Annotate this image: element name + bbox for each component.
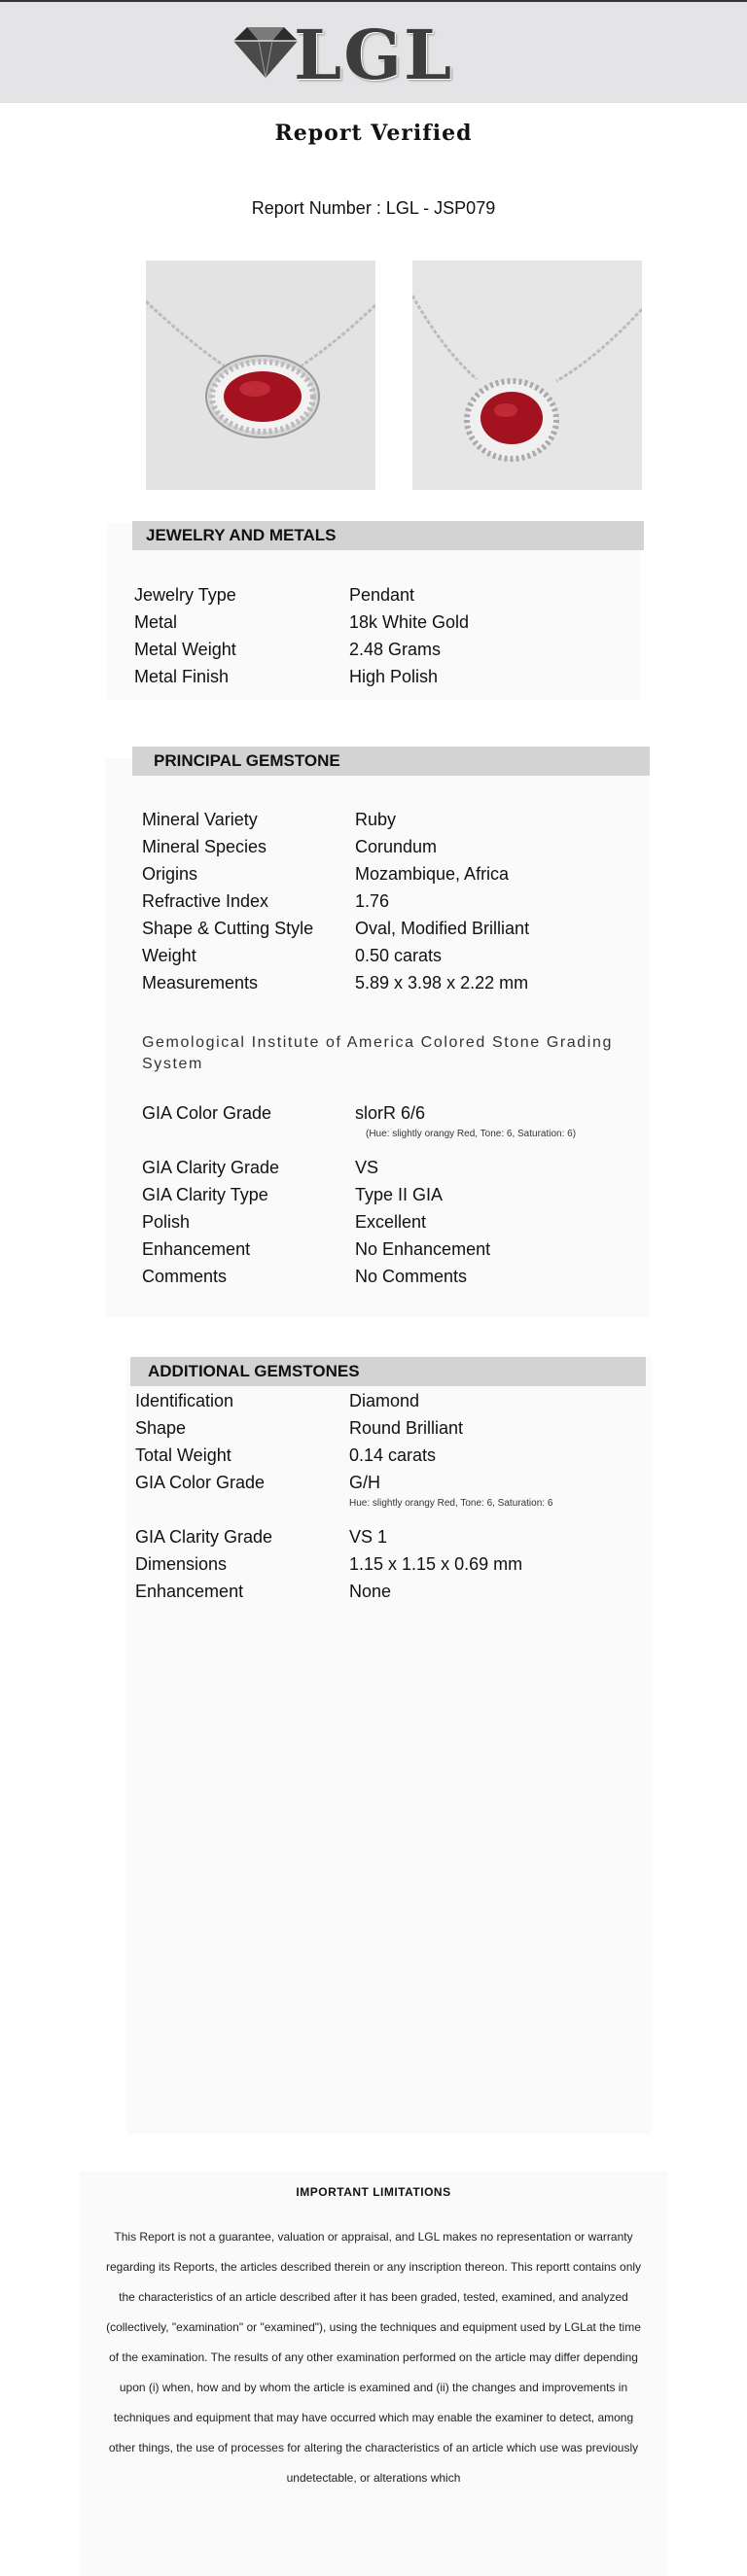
row-label: GIA Color Grade [142,1103,272,1123]
limitations-section [80,2172,667,2576]
row-label: Mineral Species [142,837,267,856]
row-value: 0.50 carats [355,946,443,965]
logo-text: LGL [294,15,454,95]
row-value: Type II GIA [355,1185,444,1204]
row-label: Enhancement [142,1239,251,1259]
row-label: Weight [142,946,196,965]
row-label: GIA Clarity Grade [142,1158,280,1177]
color-grade-note: Hue: slightly orangy Red, Tone: 6, Saturation: 6 [349,1498,553,1509]
diamond-icon [230,23,302,82]
row-value: 5.89 x 3.98 x 2.22 mm [355,973,529,992]
page-title: Report Verified [274,121,473,146]
row-value: Pendant [349,585,415,605]
row-value: VS [355,1158,379,1177]
row-label: Metal Finish [134,667,230,686]
row-label: Identification [135,1391,234,1410]
row-label: GIA Clarity Grade [135,1527,273,1547]
row-value: 2.48 Grams [349,640,442,659]
row-label: Total Weight [135,1445,231,1465]
row-value: VS 1 [349,1527,388,1547]
row-value: slorR 6/6 [355,1103,426,1123]
report-number: Report Number : LGL - JSP079 [251,198,496,218]
row-value: No Enhancement [355,1239,491,1259]
row-label: Dimensions [135,1554,228,1574]
limitations-body: This Report is not a guarantee, valuation or appraisal, and LGL makes no representation or warranty regarding its Reports, the articles described therein or any inscription thereon. This reportt contains only the characteristics of an article described after it has been graded, tested, examined, and analyzed (collectively, "examination" or "examined"), using the techniques and equipment used by LGLat the time of the examination. The results of any other examination performed on the article may differ depending upon (i) when, how and by whom the article is examined and (ii) the changes and improvements in techniques and equipment that may have occurred which may enable the examiner to detect, among other things, the use of processes for altering the characteristics of an article which use was previously undetectable, or alterations which [105,2230,642,2485]
row-label: Shape [135,1418,187,1438]
principal-heading: PRINCIPAL GEMSTONE [132,747,650,776]
lgl-logo[interactable] [226,15,479,95]
row-label: Polish [142,1212,191,1232]
color-grade-note: (Hue: slightly orangy Red, Tone: 6, Saturation: 6) [366,1129,577,1139]
row-label: Metal [134,612,178,632]
row-label: Comments [142,1267,228,1286]
row-label: Origins [142,864,198,884]
row-value: Excellent [355,1212,427,1232]
row-label: Enhancement [135,1582,244,1601]
site-header [0,0,747,103]
limitations-heading: IMPORTANT LIMITATIONS [296,2185,451,2199]
row-value: 1.15 x 1.15 x 0.69 mm [349,1554,523,1574]
row-label: Jewelry Type [134,585,236,605]
photo-pendant-front [146,261,375,490]
row-value: 0.14 carats [349,1445,437,1465]
row-label: Refractive Index [142,891,269,911]
row-value: Mozambique, Africa [355,864,510,884]
row-value: 1.76 [355,891,390,911]
row-value: Oval, Modified Brilliant [355,919,530,938]
row-value: None [349,1582,392,1601]
row-label: Shape & Cutting Style [142,919,314,938]
row-value: High Polish [349,667,439,686]
row-value: G/H [349,1473,381,1492]
photo-pendant-angle [412,261,642,490]
row-value: Diamond [349,1391,420,1410]
row-value: Ruby [355,810,397,829]
row-value: Corundum [355,837,438,856]
additional-heading: ADDITIONAL GEMSTONES [130,1357,646,1386]
row-value: Round Brilliant [349,1418,464,1438]
row-label: Measurements [142,973,259,992]
row-value: No Comments [355,1267,468,1286]
row-label: GIA Clarity Type [142,1185,268,1204]
gia-grading-system: Gemological Institute of America Colored Stone Grading System [142,1034,613,1072]
jewelry-heading: JEWELRY AND METALS [132,521,644,550]
row-label: Metal Weight [134,640,236,659]
row-value: 18k White Gold [349,612,470,632]
row-label: Mineral Variety [142,810,258,829]
row-label: GIA Color Grade [135,1473,266,1492]
